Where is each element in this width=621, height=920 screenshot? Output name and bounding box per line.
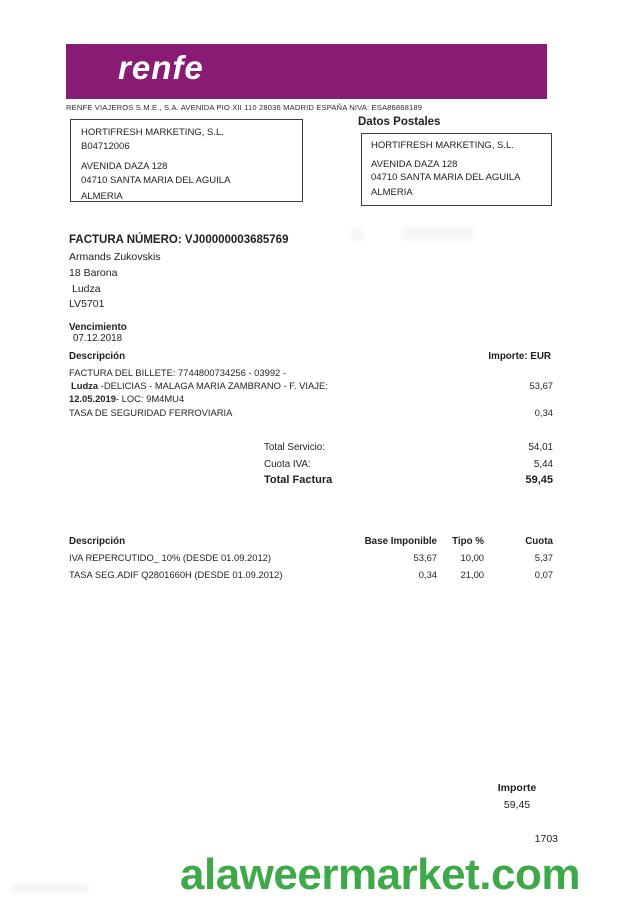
- billing-street: AVENIDA DAZA 128: [81, 161, 168, 172]
- invoice-number-label: FACTURA NÚMERO:: [69, 234, 182, 246]
- page-number: 1703: [534, 833, 558, 845]
- charge-route-city: Ludza: [71, 380, 99, 391]
- due-date-value: 07.12.2018: [73, 333, 123, 344]
- tax-row-cuota: 5,37: [534, 552, 553, 563]
- charge-line-route: [71, 380, 328, 391]
- company-address-line: RENFE VIAJEROS S.M.E., S.A. AVENIDA PIO XII 110 28036 MADRID ESPAÑA NIVA: ESA86868189: [66, 103, 423, 112]
- charges-desc-header: Descripción: [69, 351, 126, 362]
- tax-row-cuota: 0,07: [534, 569, 553, 580]
- tax-row-base: 0,34: [418, 569, 437, 580]
- due-date-label: Vencimiento: [69, 322, 127, 333]
- renfe-logo: renfe: [118, 49, 204, 86]
- scan-smudge: [12, 884, 88, 893]
- billing-tax-id: B04712006: [81, 141, 130, 152]
- charges-amount-header: Importe: EUR: [488, 351, 551, 362]
- charge-amount-tasa: 0,34: [534, 407, 553, 418]
- scan-smudge: [402, 228, 474, 240]
- postal-address-box: [361, 133, 552, 206]
- invoice-number-value: VJ00000003685769: [184, 234, 289, 246]
- scan-smudge: [350, 229, 363, 240]
- cuota-iva-label: Cuota IVA:: [264, 459, 311, 470]
- charge-line-billete: FACTURA DEL BILLETE: 7744800734256 - 03992 -: [69, 367, 286, 378]
- total-factura-label: Total Factura: [264, 474, 333, 486]
- postal-name: HORTIFRESH MARKETING, S.L.: [371, 140, 514, 151]
- postal-street: AVENIDA DAZA 128: [371, 159, 458, 170]
- cuota-iva-value: 5,44: [533, 459, 553, 470]
- charge-travel-date: 12.05.2019: [69, 393, 116, 404]
- tax-header-tipo: Tipo %: [452, 536, 484, 547]
- charge-amount-viaje: 53,67: [529, 380, 553, 391]
- tax-row-base: 53,67: [413, 552, 437, 563]
- charge-line-loc: [69, 393, 184, 404]
- customer-postcode: LV5701: [69, 298, 105, 310]
- total-service-label: Total Servicio:: [264, 442, 325, 453]
- billing-city-line: 04710 SANTA MARIA DEL AGUILA: [81, 175, 231, 186]
- tax-header-desc: Descripción: [69, 536, 126, 547]
- tax-header-cuota: Cuota: [525, 536, 553, 547]
- postal-city-line: 04710 SANTA MARIA DEL AGUILA: [371, 172, 521, 183]
- customer-city: Ludza: [72, 283, 101, 295]
- datos-postales-title: Datos Postales: [358, 116, 441, 128]
- billing-address-box: [70, 119, 303, 202]
- tax-row-desc: IVA REPERCUTIDO_ 10% (DESDE 01.09.2012): [69, 552, 271, 563]
- customer-name: Armands Zukovskis: [69, 251, 161, 263]
- tax-row-tipo: 10,00: [460, 552, 484, 563]
- tax-row-tipo: 21,00: [460, 569, 484, 580]
- charge-route-rest: -DELICIAS - MALAGA MARIA ZAMBRANO - F. VIAJE:: [98, 380, 328, 391]
- total-factura-value: 59,45: [525, 474, 553, 486]
- invoice-number-line: [69, 234, 288, 246]
- tax-row-desc: TASA SEG.ADIF Q2801660H (DESDE 01.09.2012): [69, 569, 283, 580]
- customer-street: 18 Barona: [69, 267, 118, 279]
- tax-header-base: Base Imponible: [364, 536, 437, 547]
- billing-province: ALMERIA: [81, 191, 123, 202]
- charge-line-tasa: TASA DE SEGURIDAD FERROVIARIA: [69, 407, 233, 418]
- watermark: alaweermarket.com: [180, 850, 580, 899]
- total-service-value: 54,01: [528, 442, 553, 453]
- charge-loc-rest: - LOC: 9M4MU4: [115, 393, 185, 404]
- billing-name: HORTIFRESH MARKETING, S.L.: [81, 127, 224, 138]
- footer-importe-label: Importe: [497, 782, 537, 794]
- footer-importe-value: 59,45: [503, 799, 531, 811]
- postal-province: ALMERIA: [371, 187, 413, 198]
